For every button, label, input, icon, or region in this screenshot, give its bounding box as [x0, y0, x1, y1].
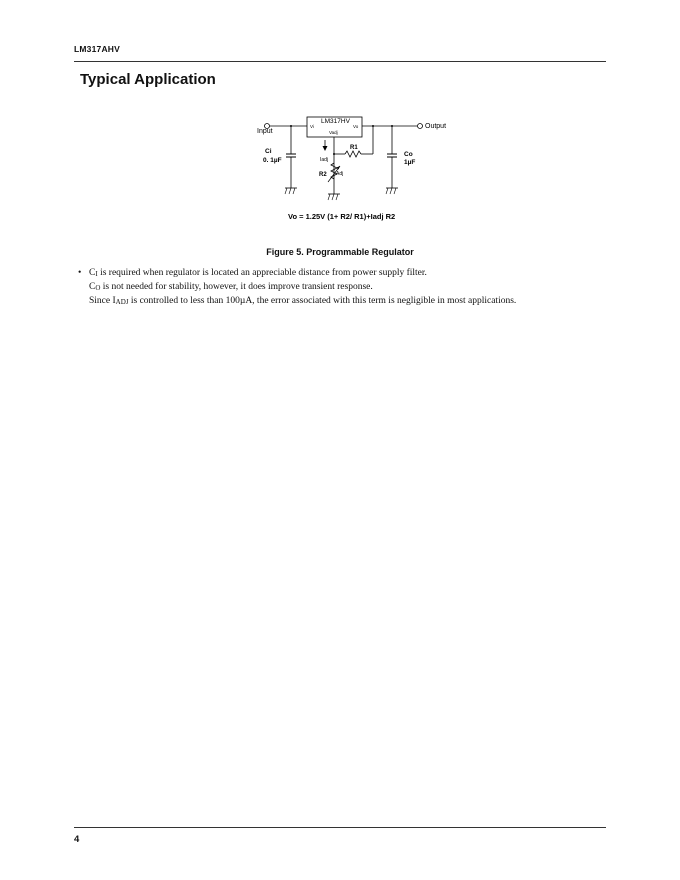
- ci-name-label: Ci: [265, 148, 272, 155]
- r1-label: R1: [350, 145, 358, 151]
- page-number: 4: [74, 834, 80, 845]
- footer-rule: [74, 827, 606, 828]
- ic-pin-out-label: Vo: [353, 124, 359, 129]
- document-header-title: LM317AHV: [74, 44, 121, 54]
- ground-icon: [328, 194, 340, 200]
- figure-caption: Figure 5. Programmable Regulator: [266, 247, 414, 257]
- ground-icon: [285, 188, 297, 194]
- co-name-label: Co: [404, 151, 413, 158]
- r1-resistor-icon: [345, 151, 361, 157]
- list-item: [89, 267, 516, 309]
- iadj-arrow-icon: [323, 146, 328, 151]
- adj-label: Adj: [336, 171, 344, 177]
- regulator-schematic: [250, 112, 470, 227]
- bullet-marker: •: [78, 268, 82, 278]
- ci-value-label: 0. 1µF: [263, 157, 282, 164]
- output-formula: Vo = 1.25V (1+ R2/ R1)+Iadj R2: [288, 212, 396, 221]
- ic-pin-adj-label: Vadj: [329, 130, 338, 135]
- ic-name-label: LM317HV: [321, 118, 350, 125]
- input-label: Input: [257, 128, 273, 135]
- header-rule: [74, 61, 606, 62]
- note-line-ci: CI is required when regulator is located an appreciable distance from power supply filter.: [89, 268, 427, 278]
- iadj-label: Iadj: [320, 157, 329, 163]
- note-line-iadj: Since IADJ is controlled to less than 100µA, the error associated with this term is negligible in most applications.: [89, 296, 517, 306]
- ic-pin-in-label: Vi: [310, 124, 314, 129]
- co-value-label: 1µF: [404, 159, 416, 166]
- output-terminal-icon: [418, 124, 423, 129]
- note-line-co: CO is not needed for stability, however, it does improve transient response.: [89, 282, 373, 292]
- ground-icon: [386, 188, 398, 194]
- section-title: Typical Application: [80, 71, 216, 88]
- output-label: Output: [425, 123, 447, 130]
- r2-label: R2: [319, 172, 327, 178]
